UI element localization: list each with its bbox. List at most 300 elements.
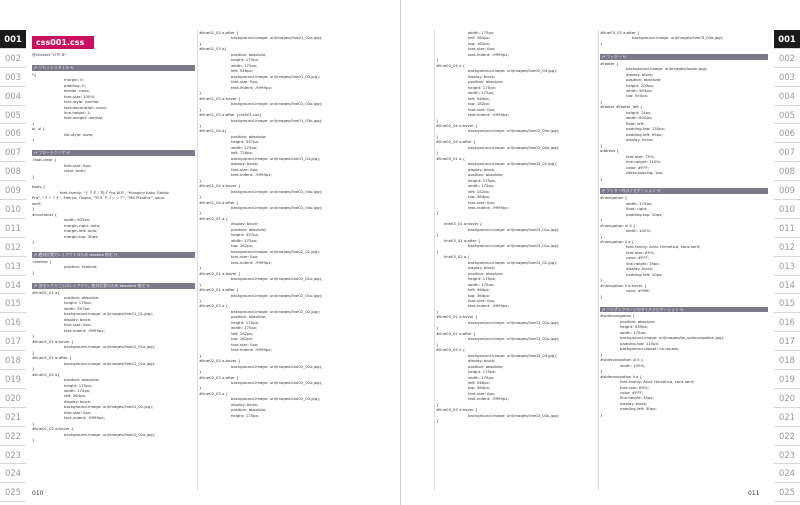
code-line: #line02_04 a:hover { [436, 122, 478, 128]
section-comment: /* フロートクリア */ [32, 150, 195, 156]
code-line [32, 143, 195, 148]
code-line: display: block; [468, 73, 496, 79]
code-line [600, 299, 768, 304]
code-line: clear: both; [64, 168, 86, 174]
code-line: #line01_02 a{ [32, 371, 60, 377]
code-line: #line01_04 a:hover { [199, 183, 241, 189]
page-number-left: 010 [32, 490, 44, 497]
code-line: @charset "UTF-8"; [32, 52, 68, 57]
code-line: background-image: url(images/line03_02o.jpg); [468, 336, 560, 342]
code-line: background-image: url(images/line02_03.jpg); [231, 396, 321, 402]
code-line: } [436, 133, 439, 139]
code-line: text-indent: -9999px; [231, 259, 272, 265]
code-line: #line01_01 a:after { [32, 355, 72, 361]
code-line: } [600, 217, 603, 223]
code-line: } [199, 210, 202, 216]
code-line: width: 175px; [620, 329, 647, 335]
line-number: 006 [774, 124, 800, 143]
code-line: text-indent: -9999px; [468, 112, 509, 118]
column-divider [197, 30, 198, 490]
code-line: left: 728px; [231, 150, 254, 156]
code-line: #line03_02 a:after { [436, 330, 476, 336]
line-number: 016 [774, 313, 800, 332]
code-line: } [600, 233, 603, 239]
code-line: } [32, 420, 35, 426]
code-line: height: 539px; [620, 324, 649, 330]
line-number: 014 [774, 276, 800, 295]
code-line: height: 175px; [468, 84, 497, 90]
code-line: font-size: 0px; [468, 199, 496, 205]
line-number: 002 [774, 49, 800, 68]
code-line: ol, ul { [32, 126, 46, 132]
line-number: 025 [0, 483, 26, 502]
line-number: 015 [0, 294, 26, 313]
code-line: font-size: 0px; [231, 79, 259, 85]
code-line: left: 364px; [468, 35, 491, 41]
code-line: width: 600px; [626, 115, 653, 121]
code-line [600, 181, 768, 186]
code-line: #container { [32, 211, 58, 217]
code-line: #line02_01 a:after { [199, 287, 239, 293]
code-line: } [199, 297, 202, 303]
code-line: margin-left: auto; [64, 228, 98, 234]
code-line: } [436, 248, 439, 254]
code-line: font-weight: normal; [64, 115, 104, 121]
code-line: serif; [32, 200, 42, 206]
line-number: 003 [774, 68, 800, 87]
line-number: 012 [0, 238, 26, 257]
code-line: height: 175px; [231, 57, 260, 63]
code-line: #line02_04 a { [436, 62, 466, 68]
code-line: .relative { [32, 258, 52, 264]
code-line: padding-left: 30px; [620, 406, 657, 412]
code-line: width: 175px; [468, 374, 495, 380]
code-line: color: #FFF; [626, 164, 650, 170]
code-line: background-image: url(images/line03_03o.jpg); [632, 35, 724, 41]
code-line: font-size: 0px; [468, 390, 496, 396]
code-column-4 [600, 30, 768, 490]
code-line: body { [32, 184, 46, 190]
code-line: display: inline; [626, 137, 654, 143]
code-line: position: absolute; [231, 226, 267, 232]
code-line: text-indent: -9999px; [468, 205, 509, 210]
code-line: font-family: "ヒラギノ角ゴ Pro W3", "Hiragino Kaku Gothic [60, 189, 170, 195]
code-line: } [199, 90, 202, 96]
code-column-3 [436, 30, 596, 490]
section-comment: /* フッター内のナビゲーション */ [600, 188, 768, 194]
code-line: width: 175px; [231, 325, 258, 331]
code-line: width: 100%; [620, 362, 646, 368]
code-line: } [600, 175, 603, 181]
page-number-right: 011 [748, 490, 760, 497]
code-line: } [436, 418, 439, 424]
code-line: display: block; [231, 221, 259, 227]
line-number: 011 [774, 219, 800, 238]
line-number: 001 [0, 30, 26, 49]
line-number: 024 [0, 464, 26, 483]
code-line: left: 546px; [468, 95, 491, 101]
code-line: #line01_03 a:after {css001.css} [199, 112, 262, 118]
section-comment: /* 各ボックスごとのレイアウト。絶対位置のため absolute 指定 */ [32, 283, 195, 289]
code-line: color: #FFF; [626, 255, 650, 261]
code-line: background-image: url(images/line02_01o.jpg); [231, 292, 323, 298]
file-title: css001.css [32, 36, 94, 49]
code-line: #line01_04 a:after { [199, 199, 239, 205]
line-number: 008 [0, 162, 26, 181]
code-line: text-indent: -9999px; [64, 415, 105, 421]
code-line: #line02_02 a { [199, 303, 229, 309]
code-line: background-image: url(images/line01_04o.jpg); [231, 205, 323, 210]
code-line: #line02_01 a:hover { [199, 270, 241, 276]
code-line: left: 546px; [468, 380, 491, 385]
code-line: left: 546px; [231, 68, 254, 74]
code-line: #line03_03 a { [436, 347, 466, 353]
code-line: text-indent: -9999px; [231, 84, 272, 90]
code-line: } [436, 232, 439, 238]
code-line: width: 175px; [64, 387, 91, 393]
code-line: } [32, 173, 35, 179]
code-line: display: block; [64, 398, 92, 404]
code-line: background-image: url(images/line03_01.jpg); [468, 161, 558, 167]
code-line: font-size: 75%; [626, 153, 655, 159]
section-comment: /* フッター */ [600, 54, 768, 60]
code-line: position: absolute; [64, 377, 100, 383]
code-line: position: relative; [64, 264, 98, 270]
code-line: #line03_03 a:after { [600, 30, 640, 35]
code-line: background-image: url(images/line01_01o.jpg); [64, 344, 156, 350]
code-line: } [32, 437, 35, 443]
line-number: 018 [774, 351, 800, 370]
code-line: top: 550px; [626, 93, 649, 99]
code-line: padding-left: 95px; [626, 131, 663, 137]
code-line: position: absolute; [231, 51, 267, 57]
code-line: background-image: url(images/line03_02o.jpg); [468, 319, 560, 325]
code-line: } [32, 269, 35, 275]
code-block-1 [32, 52, 195, 443]
code-line: position: absolute; [620, 318, 656, 324]
code-line: #sidenavigation li a { [600, 373, 642, 379]
code-line: #navigation ul li { [600, 222, 636, 228]
code-line: *{ [32, 71, 37, 77]
line-number: 004 [774, 87, 800, 106]
code-line: background-image: url(images/line02_01o.jpg); [231, 276, 323, 282]
line-number: 009 [774, 181, 800, 200]
line-number: 017 [774, 332, 800, 351]
code-line: width: 175px; [468, 281, 495, 287]
line-number: 018 [0, 351, 26, 370]
line-number: 004 [0, 87, 26, 106]
code-line: left: 364px; [468, 287, 491, 293]
code-line: text-indent: -9999px; [468, 51, 509, 57]
code-line: letter-spacing: 1px; [626, 170, 664, 176]
code-line: margin: 0; [64, 77, 84, 83]
code-line: float: left; [626, 120, 645, 126]
code-line: line-height: 35px; [626, 260, 660, 266]
code-line: display: block; [620, 400, 648, 406]
code-line: #line02_04 a:after { [436, 139, 476, 145]
line-number: 020 [774, 389, 800, 408]
code-line: font-size: 0px; [468, 297, 496, 303]
code-line: background-image: url(images/line01_03.jpg); [231, 73, 321, 79]
code-line: position: absolute; [626, 77, 662, 83]
code-line: #sidenavigation { [600, 313, 636, 319]
line-number: 014 [0, 276, 26, 295]
code-line: text-indent: -9999px; [468, 396, 509, 402]
code-line: height: 357px; [231, 232, 260, 238]
code-line: background-image: url(images/line01_04o.jpg); [231, 188, 323, 194]
code-line: } [199, 106, 202, 112]
code-line: width: 175px; [231, 237, 258, 243]
code-line: #navigation li a:hover { [600, 282, 647, 288]
code-line: } [600, 293, 603, 299]
code-line: top: 182px; [468, 101, 491, 107]
code-line: } [436, 325, 439, 331]
line-number: 010 [0, 200, 26, 219]
code-line: background-image: url(images/line01_03o.jpg); [231, 117, 323, 123]
code-line: #line02_02 a:after { [199, 374, 239, 380]
code-line: list-style: none; [64, 131, 94, 137]
code-line: background-image: url(images/line03_03o.jpg); [468, 412, 560, 418]
code-line: } [199, 122, 202, 128]
code-line: } [436, 341, 439, 347]
line-number: 002 [0, 49, 26, 68]
code-line: top: 182px; [231, 243, 254, 249]
code-line: #line01_04 a{ [199, 128, 227, 134]
line-number: 025 [774, 483, 800, 502]
code-line: } [199, 194, 202, 200]
code-line: font-size: 0px; [231, 254, 259, 260]
code-line: font-size: 0px; [64, 322, 92, 328]
code-line: #line01_01 a{ [32, 289, 60, 295]
line-number: 001 [774, 30, 800, 49]
code-line: line-height: 35px; [620, 395, 654, 401]
code-line: position: absolute; [468, 363, 504, 369]
line-number: 005 [0, 106, 26, 125]
code-line: #line01_02 a:after { [199, 30, 239, 35]
code-line: height: 175px; [64, 382, 93, 388]
code-line: } [600, 40, 603, 46]
code-line: background-image: url(images/line01_01.jpg); [64, 311, 154, 317]
code-line: position: absolute; [231, 314, 267, 320]
line-number: 005 [774, 106, 800, 125]
code-line: width: 175px; [468, 90, 495, 96]
code-line: } [32, 120, 35, 126]
code-line: } [32, 333, 35, 339]
code-line: background-image: url(images/line02_04o.jpg); [468, 144, 560, 150]
code-line: #line01_02 a:hover { [32, 426, 74, 432]
code-line: line03_01 a:after { [444, 237, 481, 243]
code-line: display: block; [231, 401, 259, 407]
code-line: } [436, 210, 439, 216]
code-line: float: right; [626, 206, 648, 212]
code-line [600, 46, 768, 51]
code-line: text-indent: -9999px; [231, 172, 272, 178]
code-line: width: 175px; [468, 183, 495, 189]
code-column-1 [32, 30, 195, 490]
code-line: } [199, 265, 202, 271]
code-line: font-style: normal; [64, 99, 100, 105]
line-number: 022 [774, 427, 800, 446]
code-line: top: 182px; [468, 40, 491, 46]
code-line: font-family: Arial, Helvetica, sans-serif; [626, 244, 701, 250]
code-line: } [32, 349, 35, 355]
code-line: line03_02 a { [444, 254, 470, 260]
code-line: } [436, 401, 439, 407]
code-line: height: 175px; [468, 369, 497, 375]
code-line: #line03_01 a { [436, 155, 466, 161]
code-line: background-image: url(images/line03_02.jpg); [468, 259, 558, 265]
line-number: 022 [0, 427, 26, 446]
code-line: } [199, 40, 202, 46]
code-line: position: absolute; [468, 79, 504, 85]
code-line: text-indent: -9999px; [231, 347, 272, 353]
code-line: line-height: 110%; [626, 159, 662, 165]
code-line: #line03_03 a:hover { [436, 407, 478, 413]
code-line: display: block; [64, 316, 92, 322]
code-line: #line03_02 a:hover { [436, 314, 478, 320]
code-line: background-image: url(images/line02_04.jpg); [468, 68, 558, 74]
code-line: background-image: url(images/line01_03o.jpg); [231, 101, 323, 107]
code-line: background-repeat: no-repeat; [620, 346, 680, 352]
code-line: background-image: url(images/line03_03.jpg); [468, 352, 558, 358]
code-line: font-size: 0px; [468, 46, 496, 52]
code-line: #navigation li a { [600, 239, 635, 244]
code-line: top: 364px; [468, 385, 491, 391]
code-line: background-image: url(images/line02_01.jpg); [231, 248, 321, 254]
section-comment: /* リセットスタイル */ [32, 65, 195, 71]
code-line: } [199, 369, 202, 375]
line-number: 021 [774, 408, 800, 427]
code-line: padding-top: 135px; [626, 126, 666, 132]
line-number: 007 [774, 143, 800, 162]
code-line: background-image: url(images/line01_02.jpg); [64, 404, 154, 410]
line-number: 009 [0, 181, 26, 200]
code-line: #line02_03 a { [199, 390, 229, 396]
code-line: background-image: url(images/line01_04.jpg); [231, 155, 321, 161]
code-line: #line01_01 a:hover { [32, 338, 74, 344]
line-number: 024 [774, 464, 800, 483]
code-line: padding-left: 10px; [626, 271, 663, 277]
code-line: display: block; [468, 358, 496, 364]
code-line: display: block; [468, 166, 496, 172]
line-number: 006 [0, 124, 26, 143]
code-line: width: 175px; [231, 144, 258, 150]
code-line: } [600, 142, 603, 148]
code-line: } [32, 239, 35, 245]
code-line: background-image: url(images/line02_04o.jpg); [468, 128, 560, 134]
line-number: 007 [0, 143, 26, 162]
code-line: } [600, 277, 603, 283]
code-line: height: 175px; [231, 319, 260, 325]
code-line: width: 100%; [626, 228, 652, 234]
code-line: Pro", "メイリオ", Meiryo, Osaka, "ＭＳ Ｐゴシック", "MS PGothic", sans- [32, 195, 166, 201]
line-number: 013 [0, 257, 26, 276]
code-line: position: absolute; [468, 172, 504, 178]
line-number: 015 [774, 294, 800, 313]
line-number: 012 [774, 238, 800, 257]
code-line: padding-top: 115px; [620, 340, 660, 346]
line-number-gutter-right [774, 30, 800, 502]
line-number: 013 [774, 257, 800, 276]
code-line: line03_01 a:hover { [444, 221, 483, 227]
column-divider [434, 30, 435, 490]
code-line: #line02_02 a:hover { [199, 358, 241, 364]
code-line: display: block; [468, 265, 496, 271]
section-comment: /* 絶対位置でレイアウトのため relative 指定 */ [32, 252, 195, 258]
code-line: font-size: 0px; [64, 162, 92, 168]
book-spine [400, 0, 401, 505]
code-line: #footer #footer_left { [600, 104, 643, 110]
code-line: } [32, 366, 35, 372]
code-line [32, 245, 195, 250]
code-line: line-height: 1; [64, 110, 91, 116]
code-line: text-indent: -9999px; [468, 303, 509, 309]
code-line: background-image: url(images/bk_subnavigation.jpg); [620, 335, 725, 341]
code-line: } [199, 177, 202, 183]
code-block-2 [199, 30, 432, 418]
code-line: } [32, 206, 35, 212]
code-line: font-family: Arial, Helvetica, sans-serif; [620, 379, 695, 385]
code-line: text-decoration: none; [64, 104, 107, 110]
code-line: #line01_03 a{ [199, 46, 227, 52]
code-line: display: block; [626, 266, 654, 272]
code-line: font-size: 0px; [468, 106, 496, 112]
code-line: font-size: 85%; [626, 249, 655, 255]
line-number: 008 [774, 162, 800, 181]
code-line: color: #FFF; [620, 389, 644, 395]
code-block-4 [600, 30, 768, 417]
code-line: } [436, 308, 439, 314]
code-line: background-image: url(images/line02_02.jpg); [231, 308, 321, 314]
code-line: height: 175px; [231, 412, 260, 418]
code-line: top: 182px; [231, 336, 254, 342]
code-line: background-image: url(images/line01_02o.jpg); [231, 35, 323, 41]
code-line: left: 182px; [468, 188, 491, 194]
code-line: position: absolute; [468, 270, 504, 276]
code-line: font-size: 85%; [620, 384, 649, 390]
code-line: width: 175px; [468, 30, 495, 35]
code-line: #sidenavigation ul li { [600, 357, 644, 363]
line-number: 023 [0, 446, 26, 465]
code-line: } [436, 57, 439, 63]
code-line: height: 175px; [468, 276, 497, 282]
code-line: color: #99ff; [626, 288, 650, 294]
code-line: } [436, 117, 439, 123]
line-number: 010 [774, 200, 800, 219]
code-line: #navigation { [600, 195, 628, 201]
code-line: height: 175px; [468, 177, 497, 183]
code-line: } [600, 98, 603, 104]
code-line: padding-top: 20px; [626, 211, 663, 217]
code-line: height: 209px; [626, 82, 655, 88]
line-number: 019 [774, 370, 800, 389]
code-line: height: 357px; [231, 139, 260, 145]
code-line: #line02_01 a { [199, 215, 229, 221]
code-line: padding: 0; [64, 82, 86, 88]
code-line: background-image: url(images/line02_02o.jpg); [231, 363, 323, 369]
line-number: 017 [0, 332, 26, 351]
code-line: top: 364px; [468, 292, 491, 298]
code-line: left: 182px; [231, 330, 254, 336]
code-line: display: block; [231, 161, 259, 167]
line-number: 020 [0, 389, 26, 408]
code-line: position: absolute; [64, 295, 100, 300]
code-line: width: 357px; [64, 305, 91, 311]
line-number-gutter-left [0, 30, 26, 502]
code-line: height: 175px; [64, 300, 93, 306]
code-line: background-image: url(images/line02_02o.jpg); [231, 380, 323, 385]
code-line: .float-clear { [32, 157, 57, 163]
